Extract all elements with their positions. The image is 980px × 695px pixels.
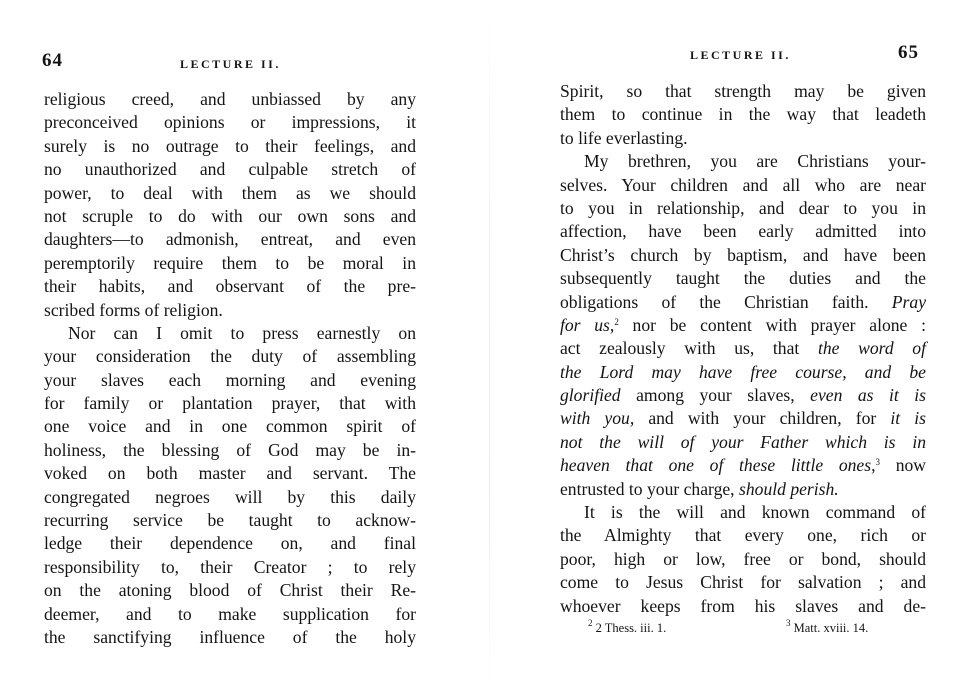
text-line: [560, 291, 926, 314]
footnote-3: [786, 618, 869, 636]
text-line: Spirit, so that strength may be given: [560, 81, 926, 101]
text-line: whoever keeps from his slaves and de-: [560, 595, 926, 616]
italic-run: it is: [890, 408, 926, 429]
text-line: selves. Your children and all who are near: [560, 174, 926, 195]
text-line: to you in relationship, and dear to you in: [560, 197, 926, 218]
italic-run: the Lord may have free course, and be: [560, 361, 926, 382]
footnote-mark: 3: [875, 457, 880, 468]
text-run: obligations of the Christian faith.: [560, 291, 869, 312]
footnote-mark: 2: [588, 618, 593, 628]
text-line: [560, 361, 926, 384]
text-line: [560, 314, 926, 337]
text-line: ledge their dependence on, and final: [44, 533, 416, 554]
text-line: religious creed, and unbiassed by any: [44, 89, 416, 109]
text-line: not scruple to do with our own sons and: [44, 205, 416, 226]
text-line: [560, 431, 926, 454]
paragraph-start-line: It is the will and known command of: [584, 502, 926, 523]
text-line: [560, 478, 926, 501]
italic-run: not the will of your Father which is in: [560, 431, 926, 452]
text-line: voked on both master and servant. The: [44, 463, 416, 484]
text-line: to life everlasting.: [560, 127, 688, 148]
text-line: for family or plantation prayer, that with: [44, 393, 416, 414]
italic-run: heaven that one of these little ones,: [560, 455, 876, 476]
text-line: poor, high or low, free or bond, should: [560, 548, 926, 569]
footnote-mark: 2: [614, 316, 619, 327]
text-run: now: [895, 455, 926, 476]
text-run: nor be content with prayer alone :: [632, 314, 926, 335]
page-number-right: 65: [898, 42, 919, 63]
text-run: entrusted to your charge,: [560, 478, 735, 499]
paragraph-start-line: Nor can I omit to press earnestly on: [68, 322, 416, 343]
footnote-2: [588, 618, 667, 636]
text-line: deemer, and to make supplication for: [44, 603, 416, 624]
right-page: [490, 0, 980, 695]
text-line: peremptorily require them to be moral in: [44, 252, 416, 273]
italic-run: the word of: [817, 338, 926, 359]
italic-run: should perish.: [739, 478, 839, 499]
text-line: [560, 454, 926, 477]
text-line: the Almighty that every one, rich or: [560, 525, 926, 546]
footnote-mark: 3: [786, 618, 791, 628]
text-line: [560, 384, 926, 407]
text-line: their habits, and observant of the pre-: [44, 276, 416, 297]
text-run: and with your children, for: [648, 408, 877, 429]
text-run: among your slaves,: [636, 385, 795, 406]
text-line: [560, 337, 926, 360]
text-line: congregated negroes will by this daily: [44, 486, 416, 507]
italic-run: with you,: [560, 408, 635, 429]
running-head-right: LECTURE II.: [690, 48, 791, 62]
text-line: preconceived opinions or impressions, it: [44, 112, 416, 133]
text-run: act zealously with us, that: [560, 338, 800, 359]
text-line: Christ’s church by baptism, and have been: [560, 244, 926, 265]
text-line: recurring service be taught to acknow-: [44, 510, 416, 531]
text-line: responsibility to, their Creator ; to rely: [44, 556, 416, 577]
text-line: your consideration the duty of assembling: [44, 346, 416, 367]
text-line: come to Jesus Christ for salvation ; and: [560, 572, 926, 593]
text-line: power, to deal with them as we should: [44, 182, 416, 203]
text-line: affection, have been early admitted into: [560, 221, 926, 242]
text-line: on the atoning blood of Christ their Re-: [44, 580, 416, 601]
text-line: holiness, the blessing of God may be in-: [44, 439, 416, 460]
text-line: the sanctifying influence of the holy: [44, 626, 416, 647]
italic-run: for us,: [560, 314, 615, 335]
text-line: daughters—to admonish, entreat, and even: [44, 229, 416, 250]
text-line: surely is no outrage to their feelings, and: [44, 135, 416, 156]
right-page-text: [560, 80, 926, 618]
paragraph-start-line: My brethren, you are Christians your-: [584, 151, 926, 172]
text-line: them to continue in the way that leadeth: [560, 104, 926, 125]
footnote-text: Matt. xviii. 14.: [793, 621, 869, 635]
text-line: subsequently taught the duties and the: [560, 268, 926, 289]
text-line: no unauthorized and culpable stretch of: [44, 159, 416, 180]
footnote-text: 2 Thess. iii. 1.: [595, 621, 667, 635]
text-line: [560, 407, 926, 430]
text-line: one voice and in one common spirit of: [44, 416, 416, 437]
italic-run: glorified: [560, 385, 621, 406]
italic-run: Pray: [891, 291, 926, 312]
italic-run: even as it is: [810, 385, 927, 406]
text-line: scribed forms of religion.: [44, 299, 223, 320]
page-number-left: 64: [42, 50, 63, 71]
running-head-left: LECTURE II.: [180, 57, 281, 71]
text-line: your slaves each morning and evening: [44, 369, 416, 390]
left-page-text: [44, 88, 416, 649]
